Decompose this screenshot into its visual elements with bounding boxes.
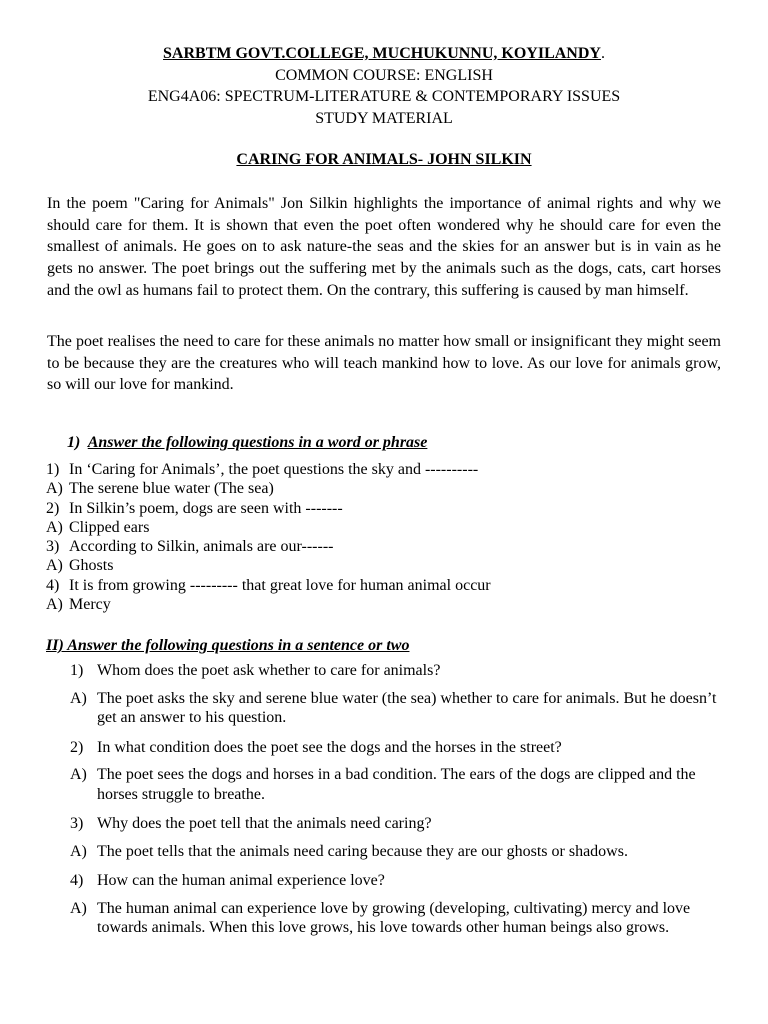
question-item: 4) How can the human animal experience love? (70, 872, 385, 889)
material-line: STUDY MATERIAL (315, 109, 453, 127)
answer-item: A) The human animal can experience love by growing (developing, cultivating) mercy and love towards animals. When this love grows, his love towards other human beings also grows. (70, 899, 691, 936)
question-item: 3) Why does the poet tell that the animals need caring? (70, 815, 432, 832)
list-item: A) Clipped ears (46, 518, 150, 536)
answer-item: A) The poet sees the dogs and horses in a bad condition. The ears of the dogs are clipped and the horses struggle to breathe. (70, 766, 696, 803)
paper-line: ENG4A06: SPECTRUM-LITERATURE & CONTEMPORARY ISSUES (147, 88, 621, 105)
list-item: 2) In Silkin’s poem, dogs are seen with ------- (46, 499, 343, 517)
intro-paragraph: In the poem "Caring for Animals" Jon Silkin highlights the importance of animal rights and why we should care for them. It is shown that even the poet often wondered why he should care for even the smallest of animals. He goes on to ask nature-the seas and the skies for an answer but is in vain as he gets no answer. The poet brings out the suffering met by the animals such as the dogs, cats, cart horses and the owl as humans fail to protect them. On the contrary, this suffering is caused by man himself. (47, 195, 721, 299)
list-item: 1) In ‘Caring for Animals’, the poet questions the sky and ---------- (46, 461, 479, 478)
section2-list (70, 661, 726, 938)
section2-heading: II) Answer the following questions in a sentence or two (46, 637, 410, 654)
list-item: A) Ghosts (46, 557, 114, 575)
answer-item: A) The poet asks the sky and serene blue water (the sea) whether to care for animals. But he doesn’t get an answer to his question. (70, 689, 717, 726)
document-title: CARING FOR ANIMALS- JOHN SILKIN (236, 151, 532, 168)
section1-list (46, 460, 726, 614)
document-header (0, 43, 768, 129)
list-item: 3) According to Silkin, animals are our------ (46, 538, 334, 556)
course-line: COMMON COURSE: ENGLISH (275, 66, 493, 84)
second-paragraph: The poet realises the need to care for these animals no matter how small or insignificant they might seem to be because they are the creatures who will teach mankind how to love. As our love for animals grow, so will our love for mankind. (47, 333, 721, 394)
list-item: A) Mercy (46, 596, 111, 614)
college-line: SARBTM GOVT.COLLEGE, MUCHUKUNNU, KOYILANDY. (163, 45, 605, 62)
question-item: 2) In what condition does the poet see the dogs and the horses in the street? (70, 738, 562, 756)
question-item: 1) Whom does the poet ask whether to care for animals? (70, 662, 441, 679)
section1-heading: 1) Answer the following questions in a word or phrase (67, 434, 428, 451)
college-name: SARBTM GOVT.COLLEGE, MUCHUKUNNU, KOYILANDY (163, 45, 601, 62)
answer-item: A) The poet tells that the animals need caring because they are our ghosts or shadows. (70, 842, 628, 860)
list-item: 4) It is from growing --------- that great love for human animal occur (46, 576, 491, 594)
list-item: A) The serene blue water (The sea) (46, 480, 274, 498)
